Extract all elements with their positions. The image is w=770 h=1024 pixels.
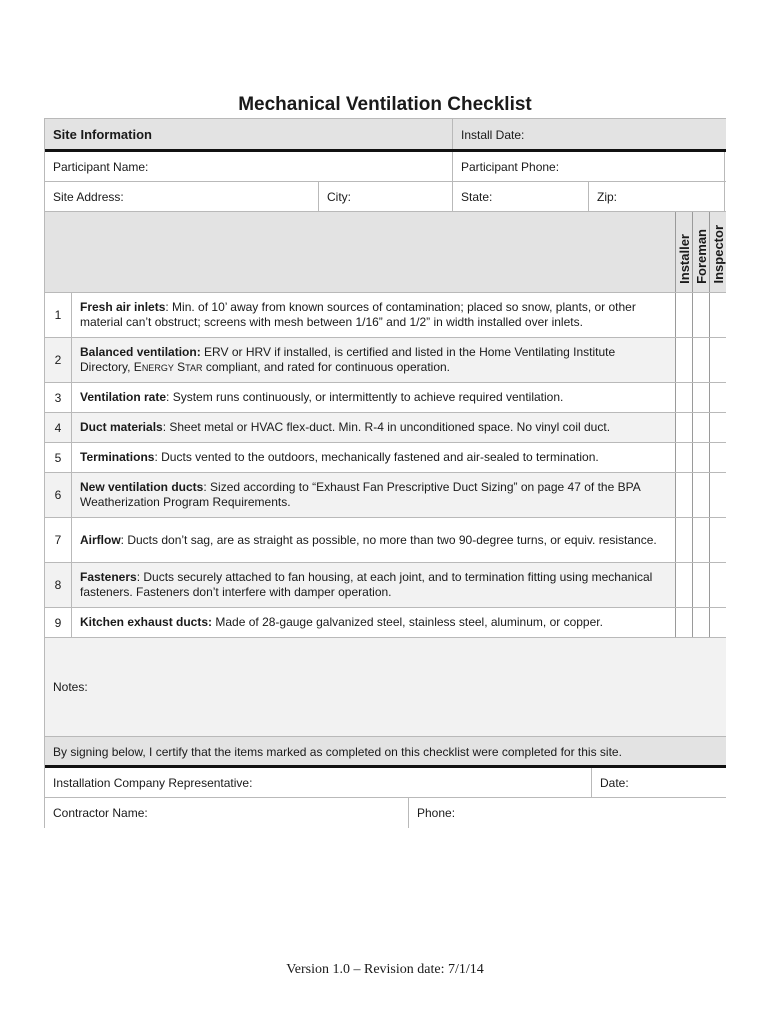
foreman-column-header (692, 212, 709, 292)
item-description (72, 473, 675, 517)
checklist-item-8 (45, 562, 726, 607)
installer-checkbox[interactable] (675, 563, 692, 607)
item-description (72, 293, 675, 337)
item-text: Sheet metal or HVAC flex-duct. Min. R-4 in unconditioned space. No vinyl coil duct. (169, 420, 611, 434)
contractor-phone-label: Phone: (417, 806, 456, 820)
item-number: 6 (45, 473, 72, 517)
foreman-checkbox[interactable] (692, 473, 709, 517)
checklist-item-5 (45, 442, 726, 472)
installer-checkbox[interactable] (675, 443, 692, 472)
representative-field[interactable] (45, 768, 591, 797)
energy-star-tar: TAR (185, 362, 203, 373)
item-number: 2 (45, 338, 72, 382)
inspector-checkbox[interactable] (709, 443, 726, 472)
item-term: Fasteners (80, 570, 137, 584)
item-number: 7 (45, 518, 72, 562)
installer-checkbox[interactable] (675, 473, 692, 517)
checklist-item-2 (45, 337, 726, 382)
participant-name-label: Participant Name: (53, 159, 149, 174)
foreman-checkbox[interactable] (692, 338, 709, 382)
inspector-column-header (709, 212, 726, 292)
item-number: 3 (45, 383, 72, 412)
checklist-item-3 (45, 382, 726, 412)
participant-name-field[interactable] (45, 152, 452, 181)
installer-checkbox[interactable] (675, 608, 692, 637)
inspector-checkbox[interactable] (709, 608, 726, 637)
checklist-item-1 (45, 292, 726, 337)
inspector-checkbox[interactable] (709, 518, 726, 562)
item-term: Duct materials (80, 420, 163, 434)
item-text: Ducts don’t sag, are as straight as possible, no more than two 90-degree turns, or equiv. resistance. (127, 532, 657, 547)
foreman-checkbox[interactable] (692, 413, 709, 442)
foreman-checkbox[interactable] (692, 443, 709, 472)
certification-cell (45, 737, 726, 766)
energy-star-e: E (133, 359, 142, 374)
site-address-label: Site Address: (53, 189, 124, 204)
certification-text: By signing below, I certify that the items marked as completed on this checklist were completed for this site. (53, 744, 622, 759)
participant-phone-field[interactable] (452, 152, 726, 181)
inspector-checkbox[interactable] (709, 563, 726, 607)
checklist-item-9 (45, 607, 726, 637)
item-number: 8 (45, 563, 72, 607)
representative-label: Installation Company Representative: (53, 775, 253, 790)
item-separator: : (166, 390, 173, 404)
inspector-checkbox[interactable] (709, 338, 726, 382)
item-term: Fresh air inlets (80, 300, 166, 314)
installer-column-header (675, 212, 692, 292)
signature-date-field[interactable] (591, 768, 726, 797)
foreman-header-label: Foreman (694, 229, 709, 284)
participant-phone-label: Participant Phone: (461, 159, 560, 174)
installer-checkbox[interactable] (675, 518, 692, 562)
notes-field[interactable] (45, 637, 726, 736)
energy-star-s: S (173, 359, 186, 374)
item-separator: : (162, 420, 170, 434)
foreman-checkbox[interactable] (692, 563, 709, 607)
item-separator: : (136, 570, 144, 584)
certification-row (45, 736, 726, 766)
item-text: Made of 28-gauge galvanized steel, stainless steel, aluminum, or copper. (215, 615, 603, 629)
address-row (45, 181, 726, 211)
item-number: 4 (45, 413, 72, 442)
installer-checkbox[interactable] (675, 413, 692, 442)
item-term: Ventilation rate (80, 390, 167, 404)
item-text: ERV or HRV if installed, is certified and listed in the Home Ventilating Institute Directory, (80, 344, 616, 374)
contractor-phone-field[interactable] (408, 798, 726, 828)
installer-checkbox[interactable] (675, 293, 692, 337)
inspector-checkbox[interactable] (709, 293, 726, 337)
inspector-checkbox[interactable] (709, 473, 726, 517)
item-description (72, 518, 675, 562)
state-field[interactable] (452, 182, 588, 211)
representative-row (45, 765, 726, 797)
item-description (72, 413, 675, 442)
notes-cell (45, 638, 726, 736)
item-number: 1 (45, 293, 72, 337)
item-term: Terminations (80, 450, 155, 464)
page-title: Mechanical Ventilation Checklist (238, 94, 532, 115)
inspector-checkbox[interactable] (709, 413, 726, 442)
item-text: System runs continuously, or intermittently to achieve required ventilation. (172, 390, 564, 404)
notes-label: Notes: (53, 680, 88, 694)
item-term: Balanced ventilation: (80, 344, 201, 359)
checklist-table (44, 118, 725, 828)
foreman-checkbox[interactable] (692, 383, 709, 412)
zip-label: Zip: (597, 189, 618, 204)
site-info-header-row (45, 118, 726, 150)
item-description (72, 443, 675, 472)
checklist-item-6 (45, 472, 726, 517)
zip-field[interactable] (588, 182, 726, 211)
contractor-name-field[interactable] (45, 798, 408, 828)
site-info-heading (45, 119, 452, 150)
install-date-label: Install Date: (461, 127, 525, 142)
item-separator: : (165, 300, 173, 314)
contractor-row (45, 797, 726, 828)
item-description (72, 383, 675, 412)
inspector-header-label: Inspector (711, 225, 726, 284)
foreman-checkbox[interactable] (692, 518, 709, 562)
installer-checkbox[interactable] (675, 338, 692, 382)
item-text: Ducts vented to the outdoors, mechanically fastened and air-sealed to termination. (161, 450, 599, 464)
inspector-checkbox[interactable] (709, 383, 726, 412)
item-term: New ventilation ducts (80, 480, 204, 494)
install-date-field[interactable] (452, 119, 726, 150)
item-description (72, 563, 675, 607)
item-separator: : (154, 450, 162, 464)
checklist-item-7 (45, 517, 726, 562)
site-info-label: Site Information (53, 127, 152, 142)
revision-footer: Version 1.0 – Revision date: 7/1/14 (286, 962, 484, 977)
checklist-item-4 (45, 412, 726, 442)
item-term: Airflow (80, 532, 121, 547)
state-label: State: (461, 189, 493, 204)
item-text-after: compliant, and rated for continuous operation. (202, 359, 451, 374)
item-description (72, 608, 675, 637)
installer-header-label: Installer (677, 234, 692, 284)
column-header-row (45, 211, 726, 292)
installer-checkbox[interactable] (675, 383, 692, 412)
foreman-checkbox[interactable] (692, 608, 709, 637)
participant-row (45, 149, 726, 181)
city-label: City: (327, 189, 351, 204)
item-description (72, 338, 675, 382)
item-term: Kitchen exhaust ducts: (80, 615, 213, 629)
item-separator: : (120, 532, 128, 547)
item-number: 9 (45, 608, 72, 637)
item-text: Ducts securely attached to fan housing, at each joint, and to termination fitting using mechanical fasteners. Fasteners don’t interfere with damper operation. (80, 570, 653, 599)
signature-date-label: Date: (600, 775, 629, 790)
contractor-name-label: Contractor Name: (53, 806, 148, 820)
item-text: Sized according to “Exhaust Fan Prescriptive Duct Sizing” on page 47 of the BPA Weatherization Program Requirements. (80, 480, 641, 509)
energy-star-mark (134, 360, 203, 374)
site-address-field[interactable] (45, 182, 318, 211)
foreman-checkbox[interactable] (692, 293, 709, 337)
item-text: Min. of 10’ away from known sources of contamination; placed so snow, plants, or other material can’t obstruct; screens with mesh between 1/16” and 1/2” in width installed over inlets. (80, 300, 636, 329)
energy-star-nergy: NERGY (141, 362, 174, 373)
item-separator: : (203, 480, 211, 494)
city-field[interactable] (318, 182, 452, 211)
item-number: 5 (45, 443, 72, 472)
